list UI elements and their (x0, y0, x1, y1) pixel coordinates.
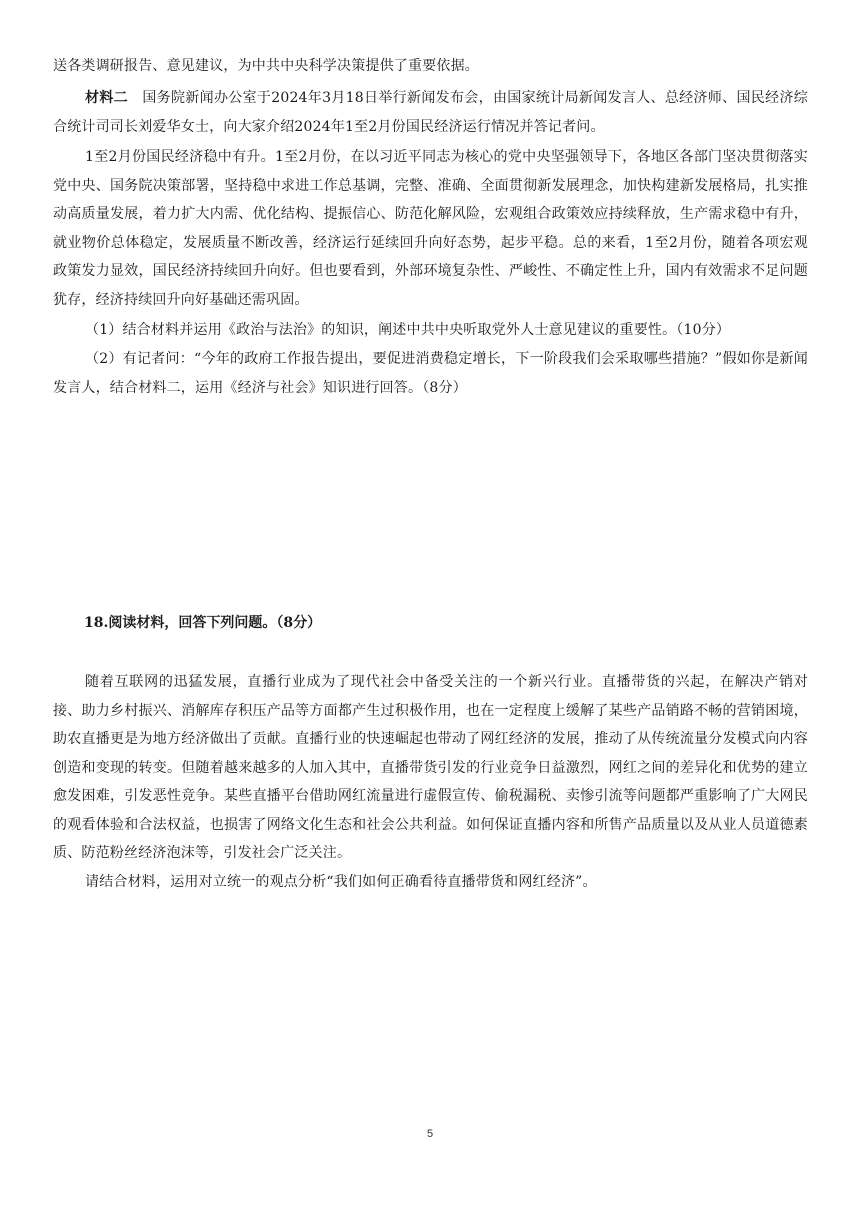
material-two-label: 材料二 (85, 90, 128, 106)
question-18-material: 随着互联网的迅猛发展，直播行业成为了现代社会中备受关注的一个新兴行业。直播带货的兴起，在解决产销对接、助力乡村振兴、消解库存积压产品等方面都产生过积极作用，也在一定程度上缓解了某些产品销路不畅的营销困境，助农直播更是为地方经济做出了贡献。直播行业的快速崛起也带动了网红经济的发展，推动了从传统流量分发模式向内容创造和变现的转变。但随着越来越多的人加入其中，直播带货引发的行业竞争日益激烈，网红之间的差异化和优势的建立愈发困难，引发恶性竞争。某些直播平台借助网红流量进行虚假宣传、偷税漏税、卖惨引流等问题都严重影响了广大网民的观看体验和合法权益，也损害了网络文化生态和社会公共利益。如何保证直播内容和所售产品质量以及从业人员道德素质、防范粉丝经济泡沫等，引发社会广泛关注。 (53, 674, 808, 861)
question-1: （1）结合材料并运用《政治与法治》的知识，阐述中共中央听取党外人士意见建议的重要性。（10分） (85, 322, 731, 338)
material-two-paragraph (53, 84, 808, 141)
intro-tail-paragraph: 送各类调研报告、意见建议，为中共中央科学决策提供了重要依据。 (53, 58, 479, 74)
material-two-text: 国务院新闻办公室于2024年3月18日举行新闻发布会，由国家统计局新闻发言人、总经济师、国民经济综合统计司司长刘爱华女士，向大家介绍2024年1至2月份国民经济运行情况并答记者问。 (53, 90, 808, 135)
question-2: （2）有记者问：“今年的政府工作报告提出，要促进消费稳定增长，下一阶段我们会采取哪些措施？”假如你是新闻发言人，结合材料二，运用《经济与社会》知识进行回答。（8分） (53, 351, 808, 396)
question-18-title: 18.阅读材料，回答下列问题。（8分） (84, 615, 322, 631)
question-18-prompt: 请结合材料，运用对立统一的观点分析“我们如何正确看待直播带货和网红经济”。 (85, 874, 597, 890)
economy-paragraph: 1至2月份国民经济稳中有升。1至2月份，在以习近平同志为核心的党中央坚强领导下，各地区各部门坚决贯彻落实党中央、国务院决策部署，坚持稳中求进工作总基调，完整、准确、全面贯彻新发展理念，加快构建新发展格局，扎实推动高质量发展，着力扩大内需、优化结构、提振信心、防范化解风险，宏观组合政策效应持续释放，生产需求稳中有升，就业物价总体稳定，发展质量不断改善，经济运行延续回升向好态势，起步平稳。总的来看，1至2月份，随着各项宏观政策发力显效，国民经济持续回升向好。但也要看到，外部环境复杂性、严峻性、不确定性上升，国内有效需求不足问题犹存，经济持续回升向好基础还需巩固。 (53, 149, 808, 308)
page-number: 5 (426, 1128, 434, 1140)
